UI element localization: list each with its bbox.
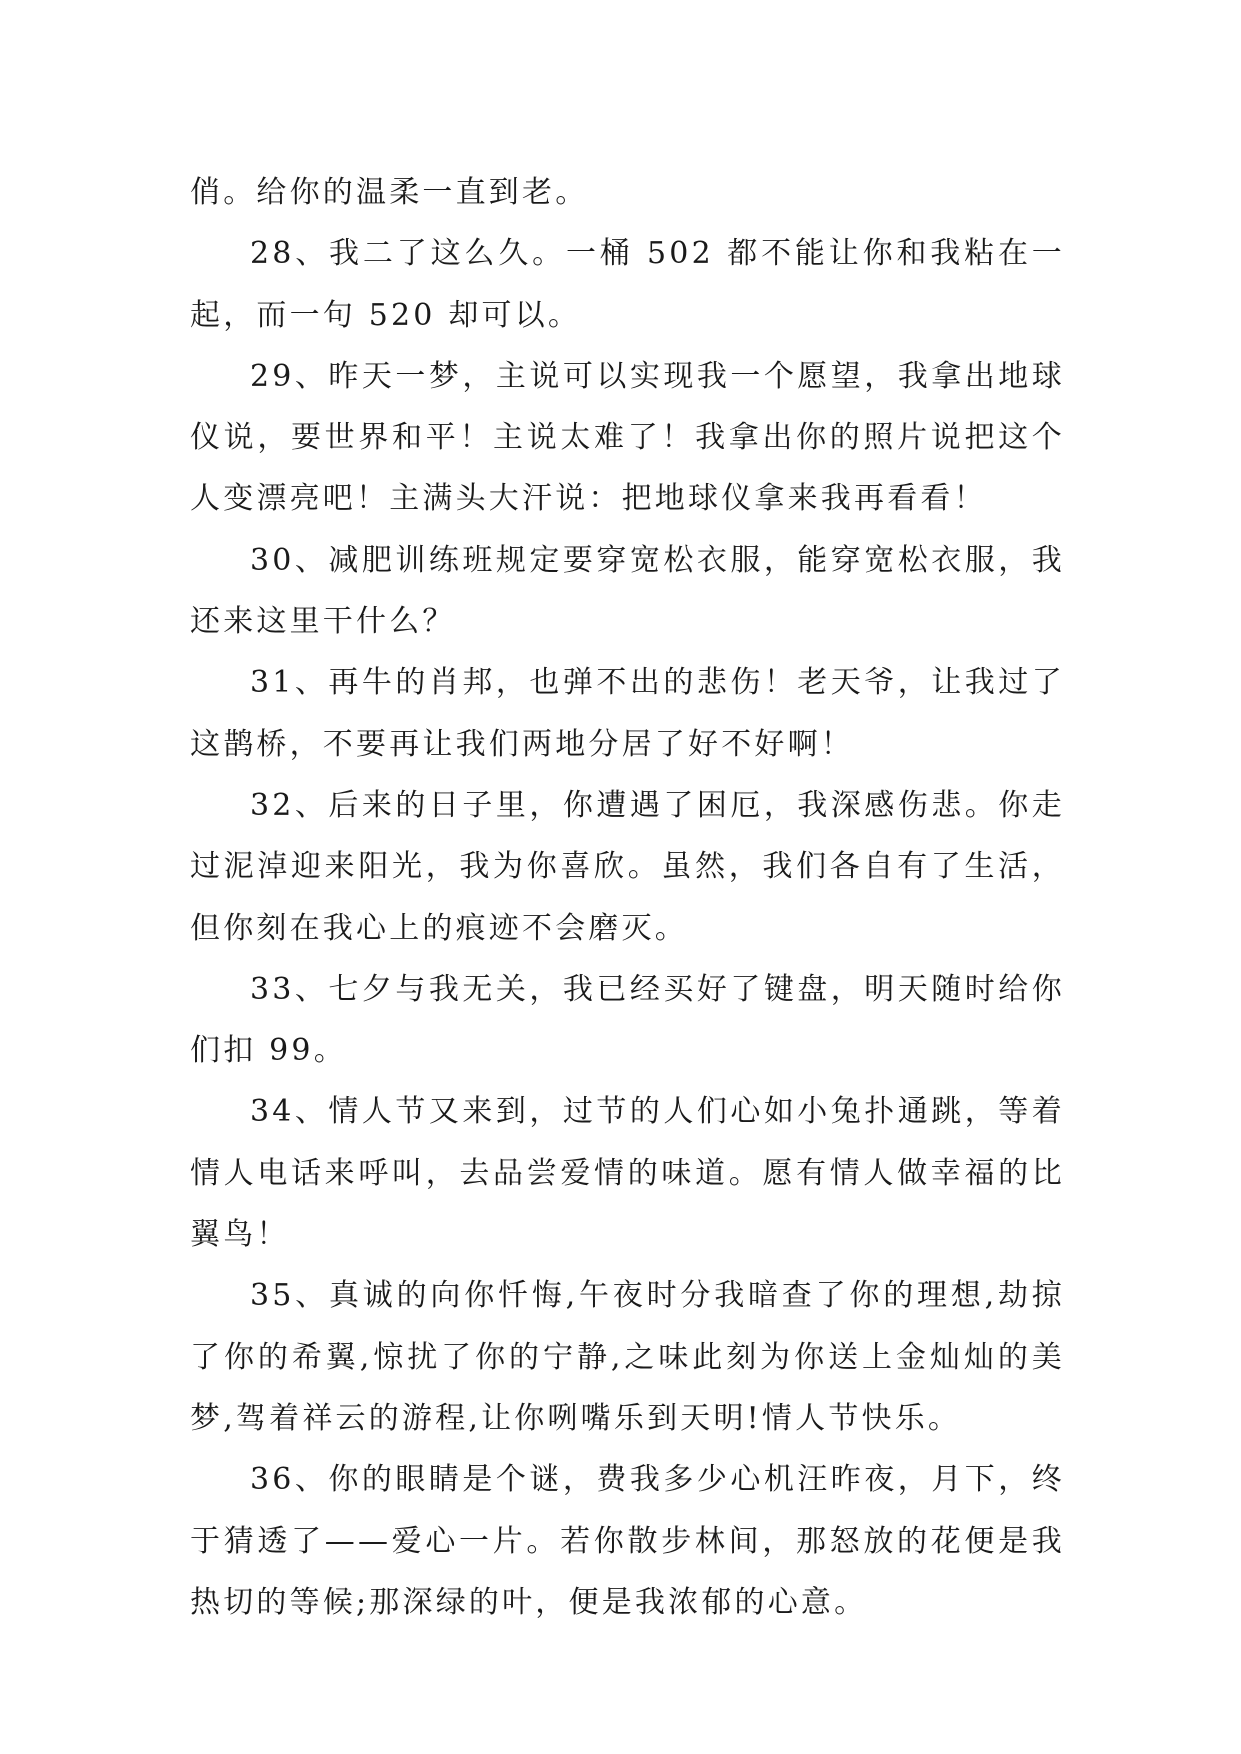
paragraph-35: 35、真诚的向你忏悔,午夜时分我暗查了你的理想,劫掠了你的希翼,惊扰了你的宁静,之味此刻为你送上金灿灿的美梦,驾着祥云的游程,让你咧嘴乐到天明!情人节快乐。: [190, 1278, 1065, 1436]
document-body: [190, 162, 1065, 1633]
paragraph-34: 34、情人节又来到，过节的人们心如小兔扑通跳，等着情人电话来呼叫，去品尝爱情的味道。愿有情人做幸福的比翼鸟！: [190, 1094, 1065, 1253]
paragraph-28: 28、我二了这么久。一桶 502 都不能让你和我粘在一起，而一句 520 却可以。: [190, 236, 1065, 333]
paragraph-29: 29、昨天一梦，主说可以实现我一个愿望，我拿出地球仪说，要世界和平！主说太难了！我拿出你的照片说把这个人变漂亮吧！主满头大汗说：把地球仪拿来我再看看！: [190, 358, 1065, 517]
paragraph-36: 36、你的眼睛是个谜，费我多少心机汪昨夜，月下，终于猜透了——爱心一片。若你散步林间，那怒放的花便是我热切的等候;那深绿的叶，便是我浓郁的心意。: [190, 1462, 1065, 1620]
paragraph-continuation: 俏。给你的温柔一直到老。: [190, 175, 589, 210]
paragraph-31: 31、再牛的肖邦，也弹不出的悲伤！老天爷，让我过了这鹊桥，不要再让我们两地分居了好不好啊！: [190, 665, 1065, 762]
paragraph-33: 33、七夕与我无关，我已经买好了键盘，明天随时给你们扣 99。: [190, 971, 1065, 1069]
paragraph-30: 30、减肥训练班规定要穿宽松衣服，能穿宽松衣服，我还来这里干什么？: [190, 542, 1065, 640]
paragraph-32: 32、后来的日子里，你遭遇了困厄，我深感伤悲。你走过泥淖迎来阳光，我为你喜欣。虽然，我们各自有了生活，但你刻在我心上的痕迹不会磨灭。: [190, 787, 1065, 946]
